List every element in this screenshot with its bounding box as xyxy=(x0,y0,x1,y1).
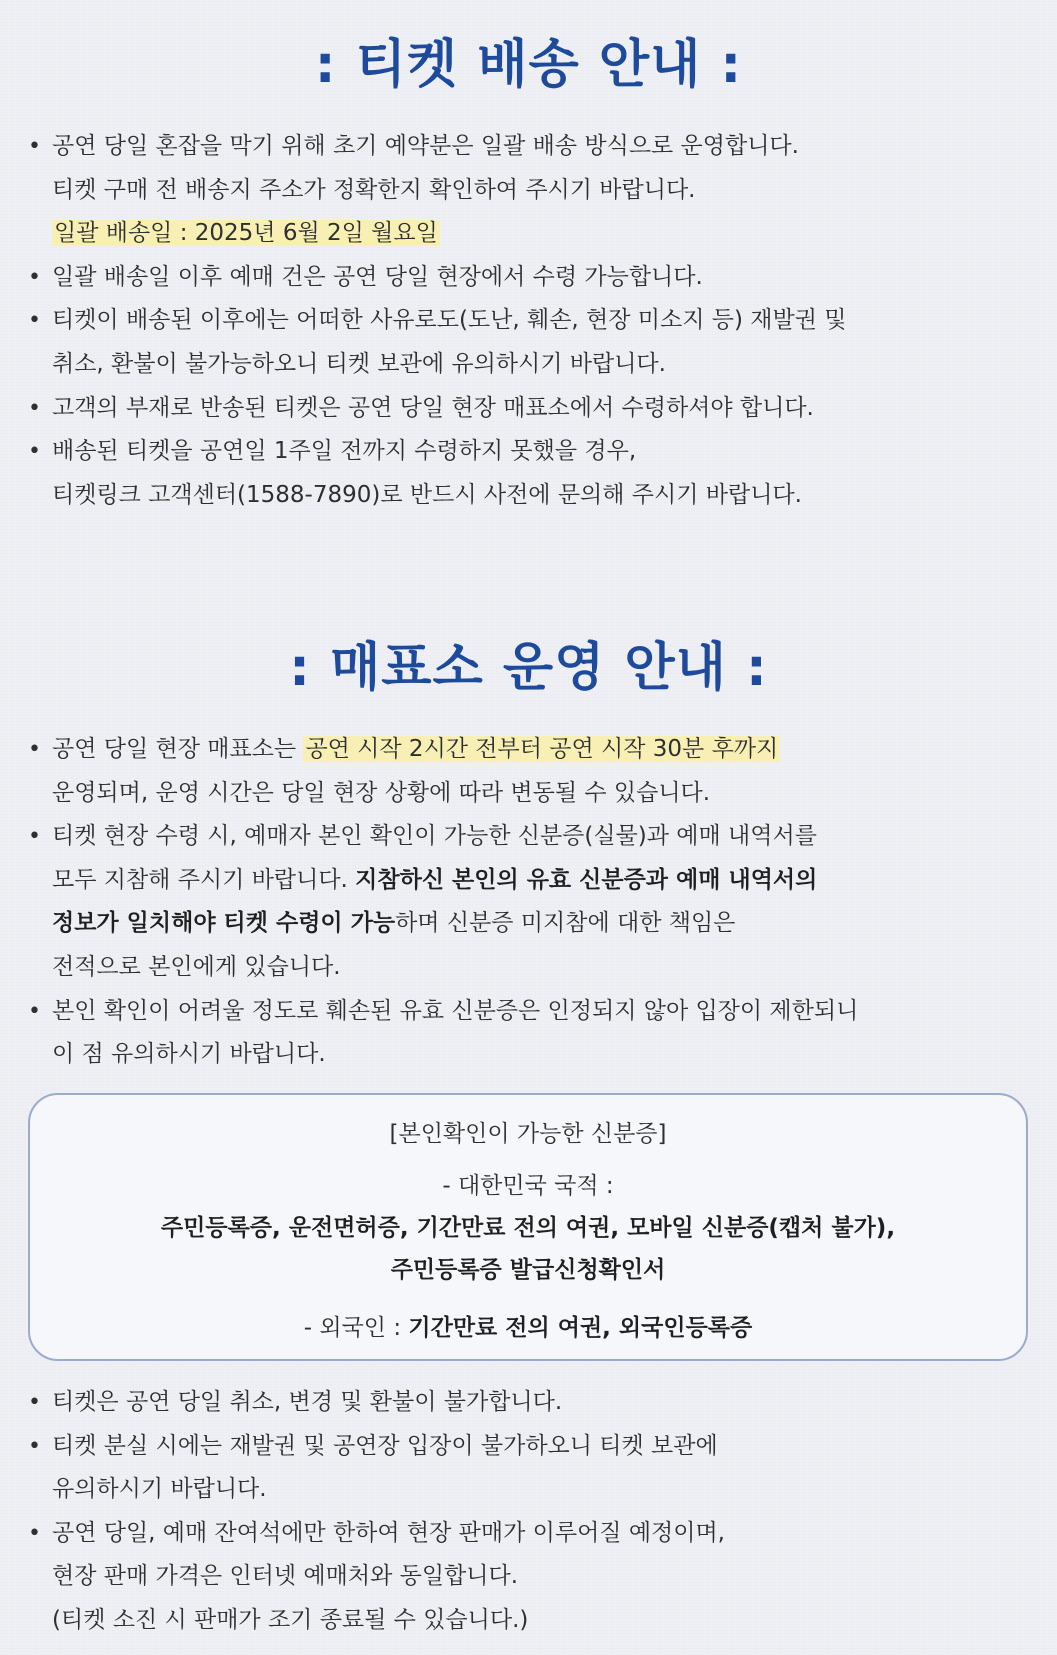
list-item-text: 티켓 분실 시에는 재발권 및 공연장 입장이 불가하오니 티켓 보관에 xyxy=(52,1432,718,1459)
delivery-info-list xyxy=(28,125,1038,517)
id-requirements-box xyxy=(28,1093,1028,1361)
list-item-text: 일괄 배송일 이후 예매 건은 공연 당일 현장에서 수령 가능합니다. xyxy=(52,263,703,290)
list-item-text: 하며 신분증 미지참에 대한 책임은 xyxy=(395,910,736,937)
list-item xyxy=(28,1381,1038,1425)
list-item-text: 공연 당일, 예매 잔여석에만 한하여 현장 판매가 이루어질 예정이며, xyxy=(52,1519,725,1546)
foreign-id-list: 기간만료 전의 여권, 외국인등록증 xyxy=(408,1315,753,1341)
bold-notice: 지참하신 본인의 유효 신분증과 예매 내역서의 xyxy=(355,866,818,893)
list-item xyxy=(28,990,1038,1077)
list-item-text: 티켓 구매 전 배송지 주소가 정확한지 확인하여 주시기 바랍니다. xyxy=(52,176,696,203)
list-item-text: 공연 당일 혼잡을 막기 위해 초기 예약분은 일괄 배송 방식으로 운영합니다. xyxy=(52,133,799,159)
list-item xyxy=(28,125,1038,256)
boxoffice-info-list xyxy=(28,728,1038,1077)
list-item xyxy=(28,1425,1038,1512)
list-item-text: 본인 확인이 어려울 정도로 훼손된 유효 신분증은 인정되지 않아 입장이 제한되니 xyxy=(52,997,859,1024)
foreign-label: - 외국인 : xyxy=(303,1315,409,1341)
list-item xyxy=(28,299,1038,386)
list-item-text: 유의하시기 바랍니다. xyxy=(52,1476,267,1503)
list-item-text: 모두 지참해 주시기 바랍니다. xyxy=(52,866,356,893)
foreign-id-line xyxy=(30,1309,1026,1342)
ticket-policy-list xyxy=(28,1381,1038,1643)
list-item-text: 티켓이 배송된 이후에는 어떠한 사유로도(도난, 훼손, 현장 미소지 등) 재발권 및 xyxy=(52,307,847,334)
list-item-text: 티켓링크 고객센터(1588-7890)로 반드시 사전에 문의해 주시기 바랍니다. xyxy=(52,481,802,508)
id-box-heading: [본인확인이 가능한 신분증] xyxy=(389,1121,667,1147)
list-item xyxy=(28,256,1038,300)
list-item xyxy=(28,430,1038,517)
boxoffice-section-title: : 매표소 운영 안내 : xyxy=(289,638,768,698)
list-item-text: 운영되며, 운영 시간은 당일 현장 상황에 따라 변동될 수 있습니다. xyxy=(52,779,711,806)
list-item xyxy=(28,1512,1038,1643)
list-item-text: 고객의 부재로 반송된 티켓은 공연 당일 현장 매표소에서 수령하셔야 합니다. xyxy=(52,394,814,421)
delivery-section-title: : 티켓 배송 안내 : xyxy=(314,35,743,95)
list-item-text: (티켓 소진 시 판매가 조기 종료될 수 있습니다.) xyxy=(52,1606,529,1633)
list-item-text: 티켓 현장 수령 시, 예매자 본인 확인이 가능한 신분증(실물)과 예매 내역서를 xyxy=(52,823,817,850)
delivery-date-highlight: 일괄 배송일 : 2025년 6월 2일 월요일 xyxy=(54,220,438,247)
list-item-text: 현장 판매 가격은 인터넷 예매처와 동일합니다. xyxy=(52,1563,519,1590)
list-item-text: 이 점 유의하시기 바랍니다. xyxy=(52,1041,326,1068)
list-item xyxy=(28,387,1038,431)
bold-notice: 정보가 일치해야 티켓 수령이 가능 xyxy=(52,910,396,937)
list-item xyxy=(28,728,1038,815)
list-item-text: 티켓은 공연 당일 취소, 변경 및 환불이 불가합니다. xyxy=(52,1389,563,1415)
list-item-text: 취소, 환불이 불가능하오니 티켓 보관에 유의하시기 바랍니다. xyxy=(52,350,666,377)
list-item-text: 배송된 티켓을 공연일 1주일 전까지 수령하지 못했을 경우, xyxy=(52,438,637,465)
list-item-text: 공연 당일 현장 매표소는 xyxy=(52,736,304,762)
domestic-id-list: 주민등록증, 운전면허증, 기간만료 전의 여권, 모바일 신분증(캡처 불가), xyxy=(160,1215,896,1241)
list-item-text: 전적으로 본인에게 있습니다. xyxy=(52,953,341,980)
domestic-label: - 대한민국 국적 : xyxy=(442,1173,614,1199)
list-item xyxy=(28,815,1038,989)
operating-hours-highlight: 공연 시작 2시간 전부터 공연 시작 30분 후까지 xyxy=(305,736,779,762)
domestic-id-list-cont: 주민등록증 발급신청확인서 xyxy=(390,1257,666,1283)
